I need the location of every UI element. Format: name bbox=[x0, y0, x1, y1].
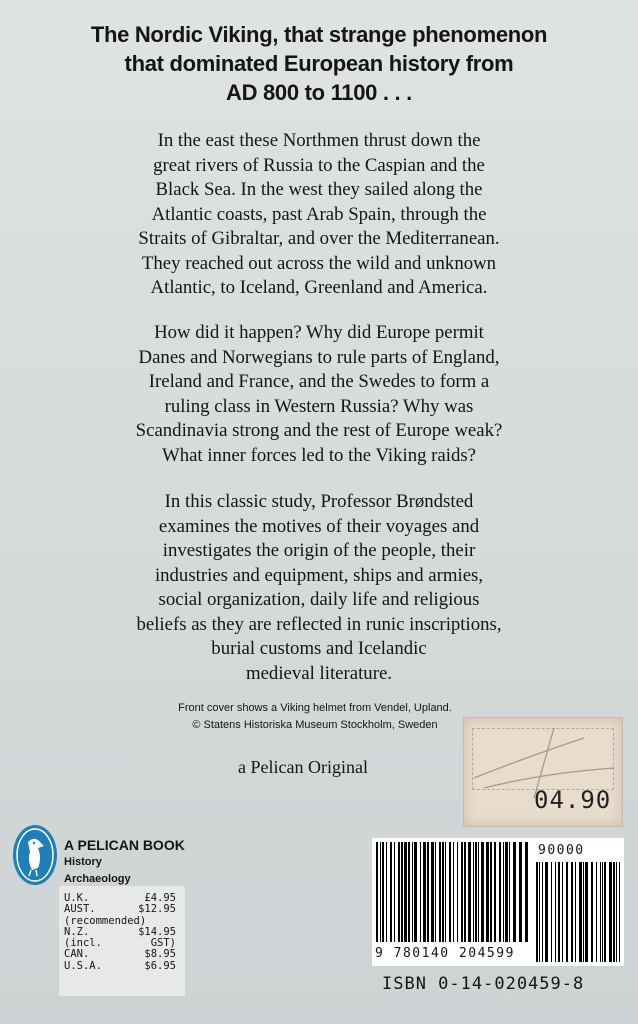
barcode-bar bbox=[414, 842, 417, 942]
barcode-bar bbox=[427, 842, 429, 942]
barcode-bar bbox=[481, 842, 484, 942]
barcode-bar bbox=[545, 862, 548, 962]
text-line: Ireland and France, and the Swedes to form a bbox=[148, 371, 490, 392]
barcode-bar bbox=[583, 862, 584, 962]
text-line: Danes and Norwegians to rule parts of England, bbox=[138, 346, 500, 368]
price-value: £4.95 bbox=[144, 892, 176, 904]
barcode-bar bbox=[494, 842, 496, 942]
barcode-bar bbox=[442, 842, 444, 942]
isbn: ISBN 0-14-020459-8 bbox=[382, 974, 585, 994]
price-value: $6.95 bbox=[144, 959, 176, 972]
headline-line-2: that dominated European history from bbox=[124, 51, 514, 76]
price-region: AUST. bbox=[64, 903, 96, 916]
barcode-bar bbox=[513, 842, 516, 942]
barcode-bar bbox=[435, 842, 436, 942]
barcode-bar bbox=[423, 842, 426, 942]
headline-line-3: AD 800 to 1100 . . . bbox=[226, 80, 412, 105]
barcode-bar bbox=[525, 842, 528, 942]
text-line: Atlantic, to Iceland, Greenland and America. bbox=[150, 277, 488, 298]
price-value: GST) bbox=[150, 937, 176, 950]
barcode-bar bbox=[602, 862, 603, 962]
barcode-bar bbox=[509, 842, 510, 942]
barcode-bar bbox=[449, 842, 451, 942]
price-region: U.S.A. bbox=[64, 959, 102, 972]
barcode-bar bbox=[539, 862, 540, 962]
headline bbox=[60, 20, 578, 107]
barcode-bar bbox=[562, 862, 563, 962]
barcode-bar bbox=[566, 862, 568, 962]
price-list bbox=[64, 893, 176, 972]
text-line: burial customs and Icelandic bbox=[211, 638, 427, 659]
text-line: Straits of Gibraltar, and over the Mediterranean. bbox=[138, 228, 500, 249]
paragraph-voyages bbox=[90, 129, 548, 301]
barcode-bar bbox=[486, 842, 489, 942]
barcode-bar bbox=[473, 842, 474, 942]
barcode-bar bbox=[619, 862, 620, 962]
text-line: great rivers of Russia to the Caspian and the bbox=[153, 154, 485, 176]
barcode-bar bbox=[468, 842, 471, 942]
barcode-bar bbox=[503, 842, 504, 942]
barcode-bar bbox=[558, 862, 560, 962]
price-region: (recommended) bbox=[64, 914, 147, 927]
barcode-bar bbox=[408, 842, 410, 942]
barcode-bar bbox=[591, 862, 593, 962]
barcode-bar bbox=[453, 842, 454, 942]
barcode-bar bbox=[616, 862, 617, 962]
barcode-bar bbox=[555, 862, 556, 962]
price-region: CAN. bbox=[64, 948, 90, 961]
barcode-bar bbox=[579, 862, 582, 962]
barcode-bar bbox=[499, 842, 501, 942]
text-line: examines the motives of their voyages and bbox=[158, 515, 480, 537]
barcode-bar bbox=[386, 842, 387, 942]
price-value: $14.95 bbox=[138, 925, 176, 938]
barcode-bar bbox=[439, 842, 441, 942]
barcode-bar bbox=[461, 842, 463, 942]
barcode-bar bbox=[475, 842, 477, 942]
barcode-bar bbox=[445, 842, 446, 942]
barcode-addon: 90000 bbox=[538, 843, 585, 858]
barcode-bar bbox=[600, 862, 601, 962]
headline-line-1: The Nordic Viking, that strange phenomenon bbox=[90, 22, 548, 47]
barcode-bar bbox=[404, 842, 407, 942]
price-region: (incl. bbox=[64, 937, 102, 950]
barcode-bar bbox=[478, 842, 479, 942]
series-subject-history: History bbox=[64, 856, 102, 868]
barcode-number: 9 780140 204599 bbox=[375, 946, 515, 961]
text-line: How did it happen? Why did Europe permit bbox=[154, 322, 484, 343]
price-region: U.K. bbox=[64, 892, 90, 904]
barcode-bar bbox=[431, 842, 434, 942]
barcode-bar bbox=[542, 862, 543, 962]
barcode-bar bbox=[390, 842, 392, 942]
barcode-bar bbox=[505, 842, 508, 942]
text-line: They reached out across the wild and unknown bbox=[141, 252, 497, 274]
barcode-bar bbox=[457, 842, 458, 942]
pelican-logo-icon bbox=[12, 824, 58, 886]
barcode-bar bbox=[604, 862, 606, 962]
barcode-bar bbox=[575, 862, 576, 962]
barcode-bar bbox=[464, 842, 466, 942]
credit-line-2: © Statens Historiska Museum Stockholm, Sweden bbox=[192, 719, 438, 731]
price-row bbox=[64, 961, 176, 972]
barcode-bar bbox=[401, 842, 403, 942]
barcode-bar bbox=[585, 862, 588, 962]
barcode-bar bbox=[382, 842, 384, 942]
barcode-bar bbox=[490, 842, 492, 942]
price-sticker bbox=[463, 717, 623, 827]
barcode-bar bbox=[412, 842, 413, 942]
text-line: Atlantic coasts, past Arab Spain, through the bbox=[151, 203, 487, 225]
paragraph-questions bbox=[90, 321, 548, 468]
price-value: $12.95 bbox=[138, 903, 176, 916]
credit-line-1: Front cover shows a Viking helmet from Vendel, Upland. bbox=[178, 702, 452, 714]
text-line: What inner forces led to the Viking raids? bbox=[161, 444, 477, 466]
price-region: N.Z. bbox=[64, 925, 90, 938]
text-line: Black Sea. In the west they sailed along the bbox=[155, 179, 483, 200]
barcode-bar bbox=[596, 862, 597, 962]
text-line: social organization, daily life and religious bbox=[158, 589, 480, 610]
text-line: industries and equipment, ships and armies, bbox=[154, 564, 484, 586]
barcode-bar bbox=[613, 862, 615, 962]
barcode-bar bbox=[609, 862, 612, 962]
price-row bbox=[64, 904, 176, 915]
text-line: medieval literature. bbox=[245, 662, 392, 684]
series-title: A PELICAN BOOK bbox=[64, 837, 185, 853]
barcode-bar bbox=[420, 842, 421, 942]
barcode-bar bbox=[380, 842, 381, 942]
imprint: a Pelican Original bbox=[238, 757, 368, 777]
text-line: Scandinavia strong and the rest of Europe weak? bbox=[135, 420, 503, 441]
cover-credit bbox=[150, 700, 480, 734]
barcode-bar bbox=[398, 842, 400, 942]
barcode-bar bbox=[519, 842, 522, 942]
barcode-bar bbox=[551, 862, 552, 962]
text-line: ruling class in Western Russia? Why was bbox=[164, 395, 474, 417]
barcode-bar bbox=[571, 862, 573, 962]
text-line: investigates the origin of the people, their bbox=[162, 540, 476, 561]
barcode-bar bbox=[376, 842, 378, 942]
text-line: In this classic study, Professor Brøndsted bbox=[164, 491, 474, 512]
barcode-bar bbox=[536, 862, 538, 962]
text-line: beliefs as they are reflected in runic inscriptions, bbox=[136, 613, 502, 635]
series-block bbox=[64, 836, 185, 888]
sticker-price: 04.90 bbox=[534, 786, 612, 814]
series-subject-archaeology: Archaeology bbox=[64, 873, 131, 885]
text-line: In the east these Northmen thrust down the bbox=[157, 130, 481, 151]
paragraph-study bbox=[90, 490, 548, 686]
barcode-bar bbox=[394, 842, 395, 942]
price-value: $8.95 bbox=[144, 948, 176, 961]
